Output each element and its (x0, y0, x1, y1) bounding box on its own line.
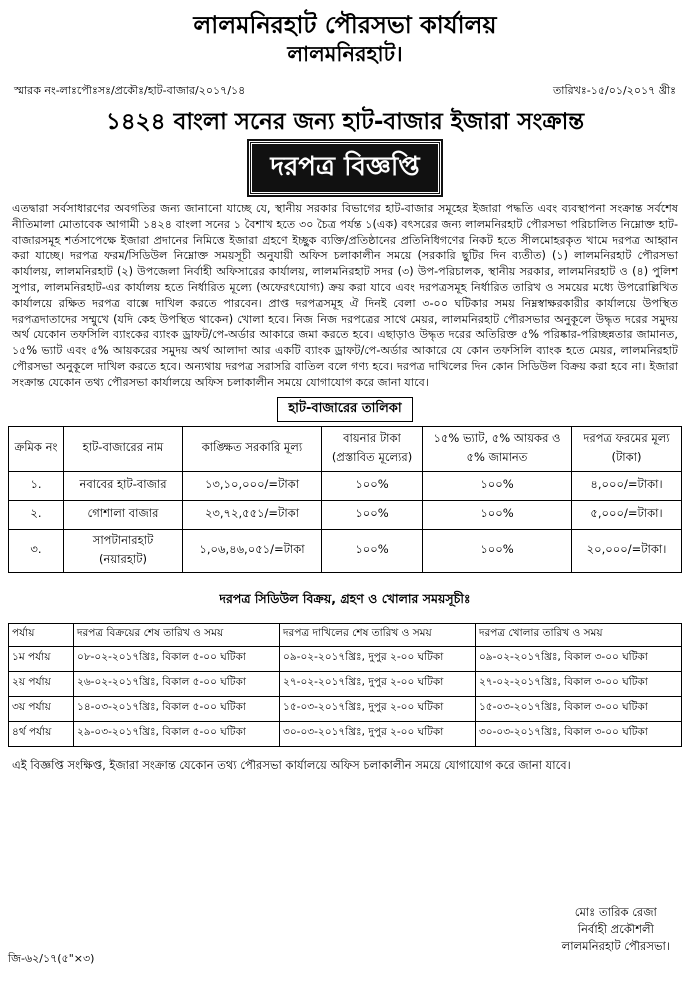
cell: ২৬-০২-২০১৭খ্রিঃ, বিকাল ৫-০০ ঘটিকা (74, 671, 280, 696)
table-row (9, 646, 682, 671)
cell: ২৯-০৩-২০১৭খ্রিঃ, বিকাল ৫-০০ ঘটিকা (74, 721, 280, 746)
cell: ৩. (9, 529, 64, 572)
cell: ২. (9, 500, 64, 529)
signature-block (562, 904, 670, 955)
notice-date: তারিখঃ-১৫/০১/২০১৭ খ্রীঃ (553, 84, 676, 97)
cell: ৫,০০০/=টাকা। (572, 500, 682, 529)
cell: ৩০-০৩-২০১৭খ্রিঃ, বিকাল ৩-০০ ঘটিকা (475, 721, 681, 746)
table-row (9, 671, 682, 696)
cell: ১০০% (423, 471, 572, 500)
cell: ০৯-০২-২০১৭খ্রিঃ, দুপুর ২-০০ ঘটিকা (280, 646, 476, 671)
notice-headline: ১৪২৪ বাংলা সনের জন্য হাট-বাজার ইজারা সংক্রান্ত (105, 109, 585, 135)
cell: ১৩,১০,০০০/=টাকা (183, 471, 322, 500)
cell: ১০০% (423, 529, 572, 572)
cell: ১০০% (423, 500, 572, 529)
table-row (9, 500, 682, 529)
cell: ৪,০০০/=টাকা। (572, 471, 682, 500)
cell: ১০০% (322, 500, 423, 529)
cell: ১৫-০৩-২০১৭খ্রিঃ, বিকাল ৩-০০ ঘটিকা (475, 696, 681, 721)
hat-table-title: হাট-বাজারের তালিকা (277, 397, 412, 422)
city-name: লালমনিরহাট। (287, 42, 403, 66)
cell: ০৯-০২-২০১৭খ্রিঃ, বিকাল ৩-০০ ঘটিকা (475, 646, 681, 671)
col-submit-deadline: দরপত্র দাখিলের শেষ তারিখ ও সময় (280, 623, 476, 646)
publication-code: জি-৬২/১৭(৫"×৩) (8, 952, 95, 965)
cell: ২৭-০২-২০১৭খ্রিঃ, দুপুর ২-০০ ঘটিকা (280, 671, 476, 696)
hat-table-title-wrap (8, 397, 682, 422)
signatory-name: মোঃ তারিক রেজা (574, 905, 657, 919)
col-opening: দরপত্র খোলার তারিখ ও সময় (475, 623, 681, 646)
cell: ২০,০০০/=টাকা। (572, 529, 682, 572)
table-row (9, 721, 682, 746)
table-header-row (9, 623, 682, 646)
cell: ১০০% (322, 529, 423, 572)
col-phase: পর্যায় (9, 623, 74, 646)
cell: সাপটানারহাট (নয়ারহাট) (64, 529, 183, 572)
cell: ১৫-০৩-২০১৭খ্রিঃ, দুপুর ২-০০ ঘটিকা (280, 696, 476, 721)
reference-line (14, 82, 676, 101)
cell: ৪র্থ পর্যায় (9, 721, 74, 746)
notice-body: এতদ্বারা সর্বসাধারণের অবগতির জন্য জানানো যাচ্ছে যে, স্থানীয় সরকার বিভাগের হাট-বাজার সমূহের ইজারা পদ্ধতি এবং ব্যবস্থাপনা সংক্রান্ত সর্বশেষ নীতিমালা মোতাবেক আগামী ১৪২৪ বাংলা সনের ১ বৈশাখ হতে ৩০ চৈত্র পর্যন্ত ১(এক) বৎসরের জন্য লালমনিরহাট পৌরসভা পরিচালিত নিম্নোক্ত হাট-বাজারসমূহ শর্তসাপেক্ষে ইজারা প্রদানের নিমিত্তে ইজারা গ্রহণে ইচ্ছুক ব্যক্তি/প্রতিষ্ঠানের প্রতিনিধিগণের নিকট হতে সীলমোহরকৃত খামে দরপত্র আহ্বান করা যাচ্ছে। দরপত্র ফরম/সিডিউল নিম্নোক্ত সময়সূচী অনুযায়ী অফিস চলাকালীন সময়ে (সরকারি ছুটির দিন ব্যতীত) (১) লালমনিরহাট পৌরসভা কার্যালয়, লালমনিরহাট (২) উপজেলা নির্বাহী অফিসারের কার্যালয়, লালমনিরহাট সদর (৩) উপ-পরিচালক, স্থানীয় সরকার, লালমনিরহাট ও (৪) পুলিশ সুপার, লালমনিরহাট-এর কার্যালয় হতে নির্ধারিত মূল্যে (অফেরৎযোগ্য) ক্রয় করা যাবে এবং দরপত্রসমূহ নির্ধারিত তারিখ ও সময়ের মধ্যে উপরোল্লিখিত কার্যালয়ে রক্ষিত দরপত্র বাক্সে দাখিল করতে পারবেন। প্রাপ্ত দরপত্রসমূহ ঐ দিনই বেলা ৩-০০ ঘটিকার সময় নিম্নস্বাক্ষরকারীর কার্যালয়ে উপস্থিত দরপত্রদাতাদের সম্মুখে (যদি কেহ উপস্থিত থাকেন) খোলা হবে। নিজ নিজ দরপত্রের সাথে মেয়র, লালমনিরহাট পৌরসভার অনুকূলে উদ্ধৃত দরের সমুদয় অর্থ যেকোন তফসিলি ব্যাংকের ব্যাংক ড্রাফট/পে-অর্ডার আকারে জমা করতে হবে। এছাড়াও উদ্ধৃত দরের অতিরিক্ত ৫% পরিষ্কার-পরিচ্ছন্নতার জামানত, ১৫% ভ্যাট এবং ৫% আয়করের সমুদয় অর্থ আলাদা আর একটি ব্যাংক ড্রাফট/পে-অর্ডার আকারে যে কোন তফসিলি ব্যাংক হতে মেয়র, লালমনিরহাট পৌরসভা অনুকূলে দাখিল করতে হবে। অন্যথায় দরপত্র সরাসরি বাতিল বলে গণ্য হবে। দরপত্র দাখিলের দিন কোন সিডিউল বিক্রয় করা হবে না। ইজারা সংক্রান্ত যেকোন তথ্য পৌরসভা কার্যালয়ে অফিস চলাকালীন সময়ে যোগাযোগ করে জানা যাবে। (12, 202, 678, 389)
col-earnest: বায়নার টাকা (প্রস্তাবিত মূল্যের) (322, 426, 423, 471)
tender-notice-badge: দরপত্র বিজ্ঞপ্তি (249, 141, 440, 195)
cell: ০৮-০২-২০১৭খ্রিঃ, বিকাল ৫-০০ ঘটিকা (74, 646, 280, 671)
cell: ১ম পর্যায় (9, 646, 74, 671)
cell: ২৩,৭২,৫৫১/=টাকা (183, 500, 322, 529)
cell: ১. (9, 471, 64, 500)
table-header-row (9, 426, 682, 471)
cell: ২৭-০২-২০১৭খ্রিঃ, বিকাল ৩-০০ ঘটিকা (475, 671, 681, 696)
col-sale-deadline: দরপত্র বিক্রয়ের শেষ তারিখ ও সময় (74, 623, 280, 646)
schedule-table (8, 623, 682, 747)
notice-page (8, 0, 682, 774)
col-govt-price: কাঙ্ক্ষিত সরকারি মূল্য (183, 426, 322, 471)
col-vat: ১৫% ভ্যাট, ৫% আয়কর ও ৫% জামানত (423, 426, 572, 471)
table-row (9, 529, 682, 572)
cell: নবাবের হাট-বাজার (64, 471, 183, 500)
table-row (9, 471, 682, 500)
office-title: লালমনিরহাট পৌরসভা কার্যালয় (193, 11, 497, 39)
cell: ২য় পর্যায় (9, 671, 74, 696)
hat-bazar-table (8, 426, 682, 573)
footer-note: এই বিজ্ঞপ্তি সংক্ষিপ্ত, ইজারা সংক্রান্ত যেকোন তথ্য পৌরসভা কার্যালয়ে অফিস চলাকালীন সময়ে যোগাযোগ করে জানা যাবে। (12, 757, 571, 772)
col-serial: ক্রমিক নং (9, 426, 64, 471)
cell: ১০০% (322, 471, 423, 500)
cell: ৩য় পর্যায় (9, 696, 74, 721)
col-name: হাট-বাজারের নাম (64, 426, 183, 471)
schedule-title: দরপত্র সিডিউল বিক্রয়, গ্রহণ ও খোলার সময়সূচীঃ (219, 590, 471, 606)
cell: গোশালা বাজার (64, 500, 183, 529)
memo-number: স্মারক নং-লাঃপৌঃসঃ/প্রকৌঃ/হাট-বাজার/২০১৭/১৪ (14, 84, 246, 97)
badge-wrap (8, 141, 682, 195)
signatory-designation: নির্বাহী প্রকৌশলী (577, 922, 654, 936)
cell: ৩০-০৩-২০১৭খ্রিঃ, দুপুর ২-০০ ঘটিকা (280, 721, 476, 746)
cell: ১,০৬,৪৬,০৫১/=টাকা (183, 529, 322, 572)
signatory-office: লালমনিরহাট পৌরসভা। (561, 939, 670, 953)
cell: ১৪-০৩-২০১৭খ্রিঃ, বিকাল ৫-০০ ঘটিকা (74, 696, 280, 721)
col-form-price: দরপত্র ফরমের মূল্য (টাকা) (572, 426, 682, 471)
table-row (9, 696, 682, 721)
